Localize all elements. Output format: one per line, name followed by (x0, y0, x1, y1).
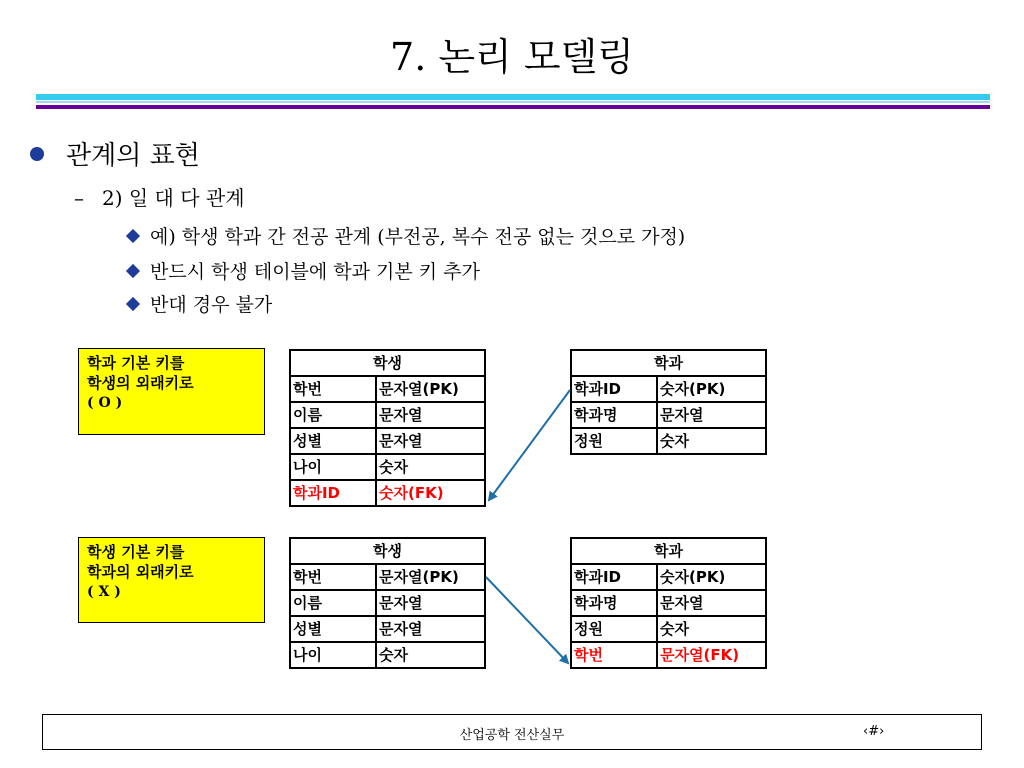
attr-name: 학과명 (571, 402, 657, 428)
attr-type: 문자열(PK) (376, 376, 485, 402)
fk-attr-type: 숫자(FK) (376, 480, 485, 506)
attr-name: 성별 (290, 428, 376, 454)
attr-name: 정원 (571, 428, 657, 454)
attr-name: 학번 (290, 564, 376, 590)
attr-type: 숫자(PK) (657, 376, 766, 402)
attr-type: 숫자(PK) (657, 564, 766, 590)
attr-name: 정원 (571, 616, 657, 642)
attr-type: 문자열 (376, 428, 485, 454)
dash-icon: – (74, 186, 84, 210)
attr-name: 학과ID (571, 376, 657, 402)
footer-page-number: ‹#› (863, 724, 885, 739)
bullet-level3-text: 예) 학생 학과 간 전공 관계 (부전공, 복수 전공 없는 것으로 가정) (150, 226, 686, 248)
attr-type: 숫자 (657, 428, 766, 454)
attr-type: 문자열 (376, 590, 485, 616)
table-title: 학과 (571, 538, 766, 564)
fk-attr-name: 학과ID (290, 480, 376, 506)
attr-type: 문자열 (376, 402, 485, 428)
footer-course: 산업공학 전산실무 (459, 728, 565, 743)
table-title: 학생 (290, 350, 485, 376)
note-line: 학과의 외래키로 (87, 563, 194, 581)
slide-title: 7. 논리 모델링 (390, 35, 634, 79)
attr-type: 숫자 (657, 616, 766, 642)
bullet-level3-text: 반대 경우 불가 (150, 294, 273, 316)
attr-name: 이름 (290, 590, 376, 616)
attr-type: 문자열(PK) (376, 564, 485, 590)
attr-type: 숫자 (376, 454, 485, 480)
note-verdict: ( X ) (87, 584, 121, 600)
table-title: 학과 (571, 350, 766, 376)
fk-attr-type: 문자열(FK) (657, 642, 766, 668)
attr-type: 문자열 (657, 402, 766, 428)
note-line: 학생 기본 키를 (87, 543, 185, 561)
bullet-level3-text: 반드시 학생 테이블에 학과 기본 키 추가 (150, 261, 480, 283)
bullet-level1-text: 관계의 표현 (66, 141, 200, 171)
fk-attr-name: 학번 (571, 642, 657, 668)
attr-name: 성별 (290, 616, 376, 642)
attr-name: 나이 (290, 642, 376, 668)
note-line: 학생의 외래키로 (87, 374, 194, 392)
attr-name: 나이 (290, 454, 376, 480)
table-title: 학생 (290, 538, 485, 564)
attr-name: 이름 (290, 402, 376, 428)
attr-type: 숫자 (376, 642, 485, 668)
bullet-level2-text: 2) 일 대 다 관계 (102, 186, 245, 210)
fk-arrow-correct (489, 390, 570, 500)
slide-footer (42, 714, 982, 750)
fk-arrow-wrong (486, 577, 568, 663)
attr-name: 학과ID (571, 564, 657, 590)
note-verdict: ( O ) (87, 395, 123, 411)
attr-type: 문자열 (376, 616, 485, 642)
attr-name: 학과명 (571, 590, 657, 616)
attr-type: 문자열 (657, 590, 766, 616)
note-line: 학과 기본 키를 (87, 354, 185, 372)
attr-name: 학번 (290, 376, 376, 402)
